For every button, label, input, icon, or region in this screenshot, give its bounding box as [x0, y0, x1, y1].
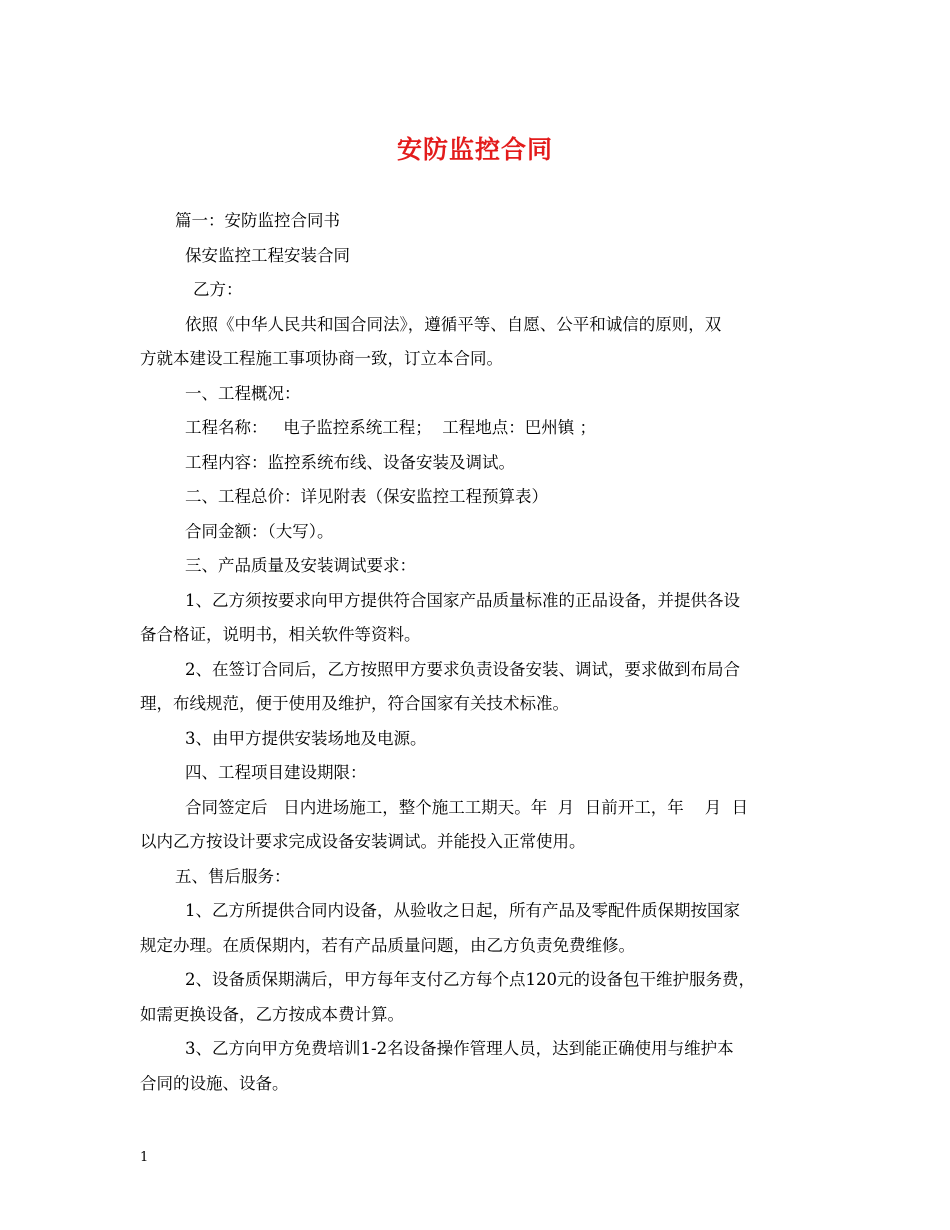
paragraph-line: 以内乙方按设计要求完成设备安装调试。并能投入正常使用。 [140, 832, 586, 851]
paragraph-line: 合同的设施、设备。 [140, 1073, 289, 1093]
paragraph-line: 3、由甲方提供安装场地及电源。 [185, 728, 427, 748]
page-number: 1 [140, 1150, 149, 1165]
paragraph-line: 理，布线规范，便于使用及维护，符合国家有关技术标准。 [140, 694, 569, 713]
section-heading: 三、产品质量及安装调试要求： [185, 556, 416, 575]
paragraph-line: 2、在签订合同后，乙方按照甲方要求负责设备安装、调试，要求做到布局合 [185, 659, 740, 679]
paragraph-line: 1、乙方所提供合同内设备，从验收之日起，所有产品及零配件质保期按国家 [185, 901, 740, 920]
section-heading: 二、工程总价：详见附表（保安监控工程预算表） [185, 487, 548, 506]
paragraph-line: 工程内容：监控系统布线、设备安装及调试。 [185, 452, 515, 472]
contract-name-line: 保安监控工程安装合同 [185, 245, 350, 265]
paragraph-line: 规定办理。在质保期内，若有产品质量问题，由乙方负责免费维修。 [140, 935, 635, 955]
paragraph-line: 如需更换设备，乙方按成本费计算。 [140, 1004, 404, 1024]
paragraph-line: 2、设备质保期满后，甲方每年支付乙方每个点120元的设备包干维护服务费， [185, 970, 755, 989]
document-body [140, 204, 820, 1101]
paragraph-line: 工程名称： 电子监控系统工程； 工程地点：巴州镇 ； [185, 418, 596, 437]
section-heading: 五、售后服务： [175, 866, 291, 886]
paragraph-line: 方就本建设工程施工事项协商一致，订立本合同。 [140, 349, 503, 368]
section-heading: 一、工程概况： [185, 383, 301, 403]
paragraph-line: 备合格证，说明书，相关软件等资料。 [140, 625, 421, 644]
section-heading: 四、工程项目建设期限： [185, 763, 367, 782]
paragraph-line: 合同金额：（大写）。 [185, 521, 334, 541]
paragraph-line: 依照《中华人民共和国合同法》，遵循平等、自愿、公平和诚信的原则，双 [185, 314, 722, 334]
paragraph-line: 3、乙方向甲方免费培训1-2名设备操作管理人员，达到能正确使用与维护本 [185, 1039, 734, 1058]
paragraph-line: 1、乙方须按要求向甲方提供符合国家产品质量标准的正品设备，并提供各设 [185, 590, 740, 610]
party-b-line: 乙方： [193, 280, 243, 299]
document-title: 安防监控合同 [396, 135, 553, 164]
section-heading-part-one: 篇一：安防监控合同书 [175, 211, 340, 230]
paragraph-line: 合同签定后 日内进场施工，整个施工工期天。年 月 日前开工，年 月 日 [185, 797, 749, 817]
